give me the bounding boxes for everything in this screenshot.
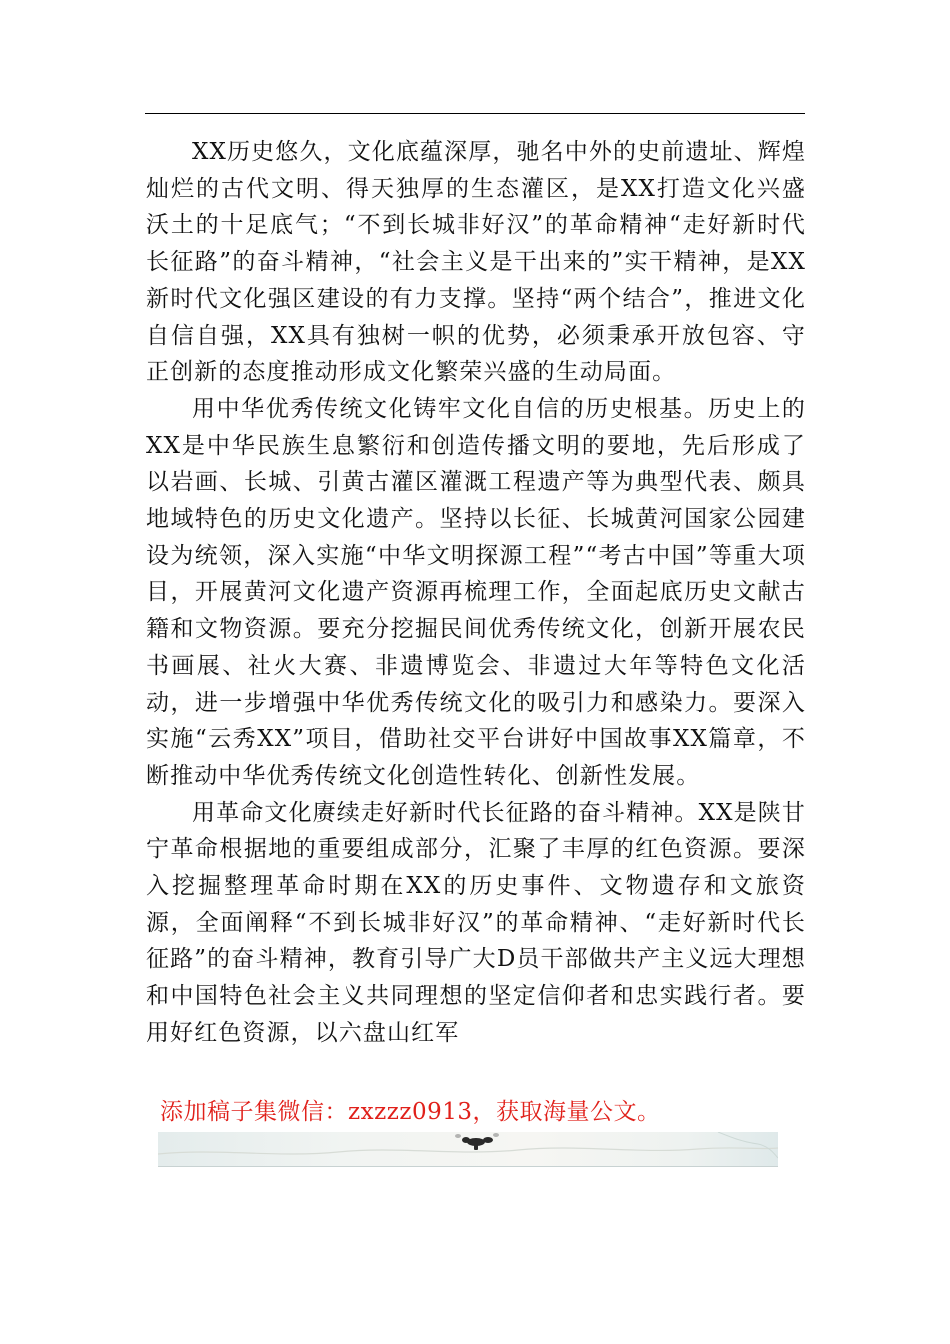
document-body [146, 134, 806, 1052]
paragraph-traditional-culture: 用中华优秀传统文化铸牢文化自信的历史根基。历史上的XX是中华民族生息繁衍和创造传播文明的要地，先后形成了以岩画、长城、引黄古灌区灌溉工程遗产等为典型代表、颇具地域特色的历史文化遗产。坚持以长征、长城黄河国家公园建设为统领，深入实施“中华文明探源工程”“考古中国”等重大项目，开展黄河文化遗产资源再梳理工作，全面起底历史文献古籍和文物资源。要充分挖掘民间优秀传统文化，创新开展农民书画展、社火大赛、非遗博览会、非遗过大年等特色文化活动，进一步增强中华优秀传统文化的吸引力和感染力。要深入实施“云秀XX”项目，借助社交平台讲好中国故事XX篇章，不断推动中华优秀传统文化创造性转化、创新性发展。 [146, 395, 806, 789]
promo-text: 添加稿子集微信：zxzzz0913，获取海量公文。 [160, 1099, 661, 1125]
paragraph-intro: XX历史悠久，文化底蕴深厚，驰名中外的史前遗址、辉煌灿烂的古代文明、得天独厚的生态灌区，是XX打造文化兴盛沃土的十足底气；“不到长城非好汉”的革命精神“走好新时代长征路”的奋斗精神，“社会主义是干出来的”实干精神，是XX新时代文化强区建设的有力支撑。坚持“两个结合”，推进文化自信自强，XX具有独树一帜的优势，必须秉承开放包容、守正创新的态度推动形成文化繁荣兴盛的生动局面。 [146, 139, 806, 386]
header-rule [145, 113, 805, 114]
decorative-banner-image [158, 1132, 778, 1167]
paragraph-revolutionary-culture: 用革命文化赓续走好新时代长征路的奋斗精神。XX是陕甘宁革命根据地的重要组成部分，汇聚了丰厚的红色资源。要深入挖掘整理革命时期在XX的历史事件、文物遗存和文旅资源，全面阐释“不到长城非好汉”的革命精神、“走好新时代长征路”的奋斗精神，教育引导广大D员干部做共产主义远大理想和中国特色社会主义共同理想的坚定信仰者和忠实践行者。要用好红色资源，以六盘山红军 [146, 799, 806, 1046]
ink-landscape-icon [158, 1132, 778, 1166]
